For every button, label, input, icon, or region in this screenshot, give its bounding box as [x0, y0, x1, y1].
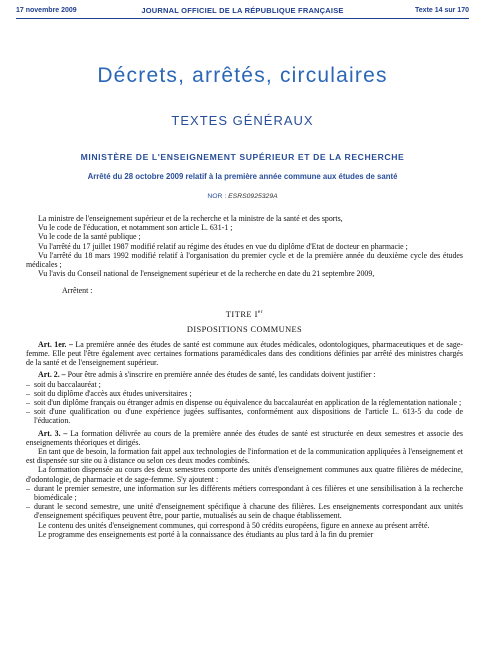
- preamble-line: Vu l'avis du Conseil national de l'enseignement supérieur et de la recherche en date du 21 septembre 2009,: [38, 269, 375, 279]
- preamble-line: La ministre de l'enseignement supérieur et de la recherche et la ministre de la santé et des sports,: [38, 214, 343, 223]
- preamble-line: Vu l'arrêté du 18 mars 1992 modifié relatif à l'organisation du premier cycle et de la première année du deuxième cycle des études médicales ;: [26, 250, 463, 270]
- article-3-paragraph: La formation dispensée au cours des deux semestres comporte des unités d'enseignement communes aux quatre filières de médecine, d'odontologie, de pharmacie et de sage-femme. S'y ajoutent :: [26, 465, 463, 484]
- arretent: Arrêtent :: [62, 286, 93, 296]
- ministry-title: MINISTÈRE DE L'ENSEIGNEMENT SUPÉRIEUR ET DE LA RECHERCHE: [80, 152, 405, 162]
- titre-label: TITRE I: [225, 309, 258, 319]
- article-3-paragraph: Le contenu des unités d'enseignement communes, qui correspond à 50 crédits européens, figure en annexe au présent arrêté.: [38, 520, 430, 530]
- article-3-paragraph: Le programme des enseignements est porté à la connaissance des étudiants au plus tard à la fin du premier: [38, 529, 374, 539]
- article-1: [26, 340, 463, 368]
- list-item: – soit du baccalauréat ;: [26, 380, 463, 389]
- article-3-number: Art. 3. –: [38, 428, 68, 438]
- preamble-line: Vu le code de l'éducation, et notamment son article L. 631-1 ;: [38, 223, 233, 233]
- header-page-number: Texte 14 sur 170: [415, 7, 469, 14]
- list-item: – durant le second semestre, une unité d'enseignement spécifique à chacune des filières. Les enseignements correspondant aux unités d'enseignement spécifiques peuvent être, pour partie, mutualisés au sein de chaque établissement.: [26, 502, 463, 520]
- list-item: – soit d'un diplôme français ou étranger admis en dispense ou équivalence du baccalauréat en application de la réglementation nationale ;: [26, 398, 463, 407]
- article-1-number: Art. 1er. –: [38, 339, 73, 349]
- article-2: [26, 370, 463, 379]
- list-item: – soit du diplôme d'accès aux études universitaires ;: [26, 389, 463, 398]
- document-body: [26, 214, 463, 539]
- subsection-title: TEXTES GÉNÉRAUX: [171, 113, 314, 128]
- article-2-number: Art. 2. –: [38, 370, 66, 380]
- preamble-line: Vu l'arrêté du 17 juillet 1987 modifié relatif au régime des études en vue du diplôme d'Etat de docteur en pharmacie ;: [38, 241, 408, 251]
- article-2-list: [26, 380, 463, 426]
- nor-reference: [0, 193, 485, 200]
- page-header: [16, 5, 469, 19]
- article-3-text: La formation délivrée au cours de la première année des études de santé est structurée en deux semestres et associe des enseignements théoriques et dirigés.: [26, 428, 463, 447]
- list-item: – durant le premier semestre, une information sur les différents métiers correspondant à ces filières et une sensibilisation à la recherche biomédicale ;: [26, 484, 463, 502]
- header-date: 17 novembre 2009: [16, 7, 77, 14]
- section-title: Décrets, arrêtés, circulaires: [97, 64, 388, 87]
- article-1-text: La première année des études de santé est commune aux études médicales, odontologiques, pharmaceutiques et de sage-femme. Elle peut l'être également avec certaines formations paramédicales dans des conditions définies par arrêté des ministres chargés de la santé et de l'enseignement supérieur.: [26, 339, 463, 368]
- dispositions-heading: DISPOSITIONS COMMUNES: [186, 324, 303, 334]
- article-3-paragraph: En tant que de besoin, la formation fait appel aux technologies de l'information et de la communication appliquées à l'enseignement et est dispensée sur site ou à distance ou selon ces deux modes combinés.: [26, 447, 463, 466]
- titre-heading: [26, 308, 463, 319]
- titre-sup: er: [257, 308, 264, 315]
- nor-label: NOR :: [207, 193, 227, 200]
- article-3: [26, 429, 463, 447]
- header-journal-title: JOURNAL OFFICIEL DE LA RÉPUBLIQUE FRANÇAISE: [141, 6, 344, 15]
- nor-code: ESRS0925329A: [228, 193, 278, 200]
- article-3-list: [26, 484, 463, 521]
- arrete-title: Arrêté du 28 octobre 2009 relatif à la première année commune aux études de santé: [87, 172, 398, 181]
- preamble-line: Vu le code de la santé publique ;: [38, 232, 141, 242]
- article-2-text: Pour être admis à s'inscrire en première année des études de santé, les candidats doivent justifier :: [67, 370, 376, 380]
- list-item: – soit d'une qualification ou d'une expérience jugées suffisantes, conformément aux dispositions de l'article L. 613-5 du code de l'éducation.: [26, 407, 463, 425]
